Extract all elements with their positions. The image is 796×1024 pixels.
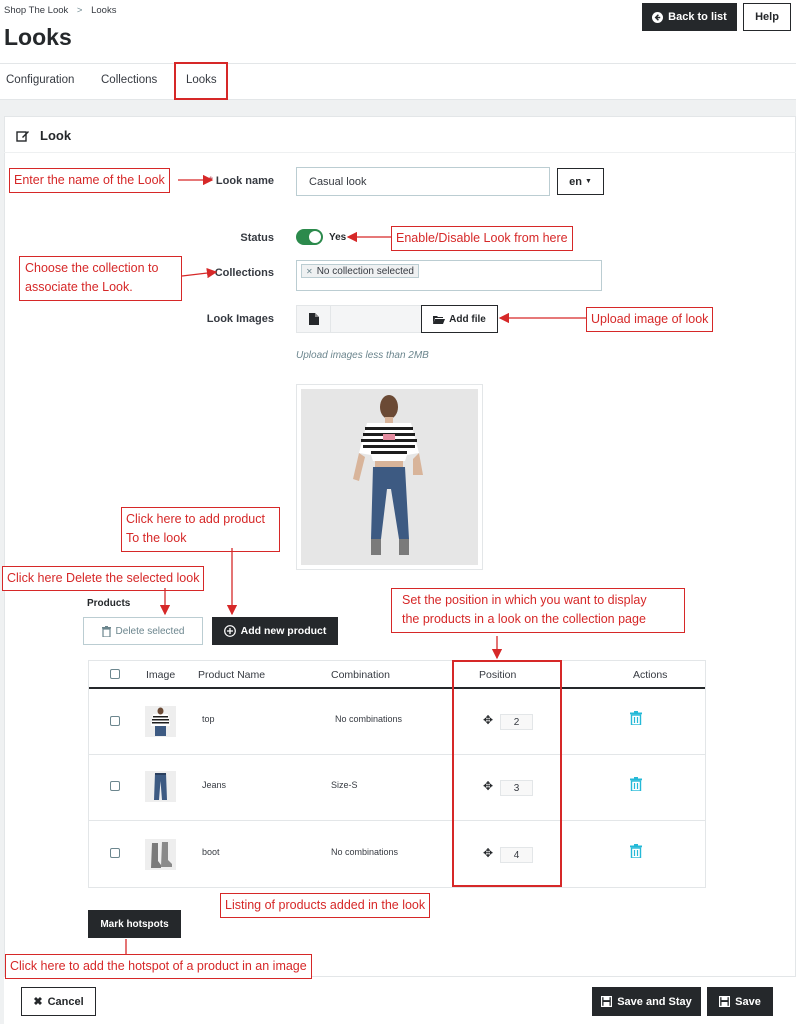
- column-position: Position: [479, 669, 517, 681]
- product-thumbnail-top: [145, 706, 176, 737]
- annotation-hotspot: Click here to add the hotspot of a product in an image: [5, 954, 312, 979]
- trash-icon[interactable]: [630, 777, 642, 791]
- help-label: Help: [755, 11, 779, 23]
- add-new-product-label: Add new product: [240, 625, 327, 637]
- look-photo: [301, 389, 478, 565]
- look-images-label: Look Images: [206, 313, 274, 325]
- trash-icon[interactable]: [630, 844, 642, 858]
- add-file-button[interactable]: [421, 305, 498, 333]
- position-value: 3: [513, 782, 520, 794]
- delete-selected-label: Delete selected: [115, 625, 185, 637]
- add-new-product-button[interactable]: [212, 617, 338, 645]
- required-mark: *: [208, 175, 213, 187]
- save-label: Save: [735, 995, 761, 1008]
- back-to-list-button[interactable]: [642, 3, 737, 31]
- products-table: [88, 660, 706, 888]
- annotation-add-product-line2: To the look: [126, 531, 187, 546]
- product-thumbnail-jeans: [145, 771, 176, 802]
- panel-header: [16, 128, 71, 143]
- annotation-upload: Upload image of look: [586, 307, 713, 332]
- table-row: [89, 821, 705, 887]
- cancel-label: Cancel: [47, 995, 84, 1008]
- close-icon: ✖: [33, 996, 43, 1008]
- row-checkbox[interactable]: [110, 781, 120, 791]
- highlight-position-column: [452, 660, 562, 887]
- select-all-checkbox[interactable]: [110, 669, 120, 679]
- product-combination: No combinations: [335, 714, 403, 724]
- product-thumbnail-boot: [145, 839, 176, 870]
- drag-move-icon[interactable]: ✥: [483, 846, 494, 860]
- toggle-knob: [309, 231, 321, 243]
- cancel-button[interactable]: [21, 987, 96, 1016]
- table-header: [89, 661, 705, 689]
- tab-looks[interactable]: Looks: [186, 74, 217, 86]
- breadcrumb-parent[interactable]: Shop The Look: [4, 5, 69, 16]
- collection-tag[interactable]: [301, 264, 419, 278]
- product-name: top: [202, 714, 215, 724]
- annotation-position: [391, 588, 685, 633]
- column-product-name: Product Name: [198, 669, 266, 681]
- trash-icon: [102, 626, 111, 637]
- product-combination: No combinations: [331, 847, 399, 857]
- folder-open-icon: [433, 315, 445, 324]
- look-name-input[interactable]: [296, 167, 550, 196]
- collections-label: Collections: [214, 267, 274, 279]
- back-to-list-label: Back to list: [668, 11, 727, 23]
- help-button[interactable]: [743, 3, 791, 31]
- breadcrumb-separator: >: [76, 5, 83, 16]
- collections-select[interactable]: [296, 260, 602, 291]
- annotation-position-line2: the products in a look on the collection page: [402, 612, 646, 627]
- status-value: Yes: [329, 232, 347, 243]
- highlight-looks-tab: [174, 62, 228, 100]
- save-icon: [601, 996, 612, 1007]
- caret-down-icon: ▼: [584, 178, 592, 185]
- plus-circle-icon: [224, 625, 236, 637]
- table-row: [89, 689, 705, 755]
- look-image-preview: [296, 384, 483, 570]
- look-name-label: [200, 175, 274, 187]
- row-checkbox[interactable]: [110, 848, 120, 858]
- panel-divider: [4, 152, 796, 153]
- annotation-delete: Click here Delete the selected look: [2, 566, 204, 591]
- annotation-collection: [19, 256, 182, 301]
- file-icon: [297, 306, 331, 332]
- annotation-position-line1: Set the position in which you want to display: [402, 593, 647, 607]
- position-value: 2: [513, 716, 520, 728]
- annotation-look-name: Enter the name of the Look: [9, 168, 170, 193]
- product-name: boot: [202, 847, 220, 857]
- drag-move-icon[interactable]: ✥: [483, 779, 494, 793]
- drag-move-icon[interactable]: ✥: [483, 713, 494, 727]
- save-button[interactable]: [707, 987, 773, 1016]
- look-name-label-text: Look name: [215, 175, 274, 187]
- column-actions: Actions: [633, 669, 668, 681]
- tab-bar: [0, 63, 796, 100]
- images-help-text: Upload images less than 2MB: [296, 350, 429, 361]
- add-file-label: Add file: [449, 313, 486, 325]
- language-dropdown[interactable]: [557, 168, 604, 195]
- mark-hotspots-button[interactable]: Mark hotspots: [88, 910, 181, 938]
- annotation-add-product: [121, 507, 280, 552]
- annotation-collection-line1: Choose the collection to: [25, 261, 159, 275]
- breadcrumb: [4, 5, 116, 16]
- remove-tag-icon[interactable]: ✕: [306, 266, 313, 276]
- products-title: Products: [87, 598, 131, 609]
- language-value: en: [569, 175, 582, 188]
- save-icon: [719, 996, 730, 1007]
- save-and-stay-button[interactable]: [592, 987, 701, 1016]
- edit-icon: [16, 129, 30, 142]
- tab-collections[interactable]: Collections: [101, 74, 158, 86]
- column-image: Image: [146, 669, 176, 681]
- product-combination: Size-S: [331, 780, 358, 790]
- product-name: Jeans: [202, 780, 227, 790]
- status-label: Status: [240, 232, 274, 244]
- position-value: 4: [513, 849, 520, 861]
- delete-selected-button[interactable]: [83, 617, 203, 645]
- annotation-add-product-line1: Click here to add product: [126, 512, 265, 526]
- annotation-listing: Listing of products added in the look: [220, 893, 430, 918]
- row-checkbox[interactable]: [110, 716, 120, 726]
- table-row: [89, 755, 705, 821]
- breadcrumb-current: Looks: [91, 5, 117, 16]
- save-and-stay-label: Save and Stay: [617, 995, 692, 1008]
- collection-tag-label: No collection selected: [316, 265, 414, 277]
- annotation-status: Enable/Disable Look from here: [391, 226, 573, 251]
- arrow-left-circle-icon: [652, 12, 663, 23]
- status-toggle[interactable]: [296, 229, 323, 245]
- look-name-value: Casual look: [309, 175, 367, 188]
- annotation-collection-line2: associate the Look.: [25, 280, 133, 295]
- tab-configuration[interactable]: Configuration: [6, 74, 75, 86]
- page-title: Looks: [4, 24, 72, 50]
- panel-title: Look: [40, 128, 72, 143]
- column-combination: Combination: [331, 669, 390, 681]
- trash-icon[interactable]: [630, 711, 642, 725]
